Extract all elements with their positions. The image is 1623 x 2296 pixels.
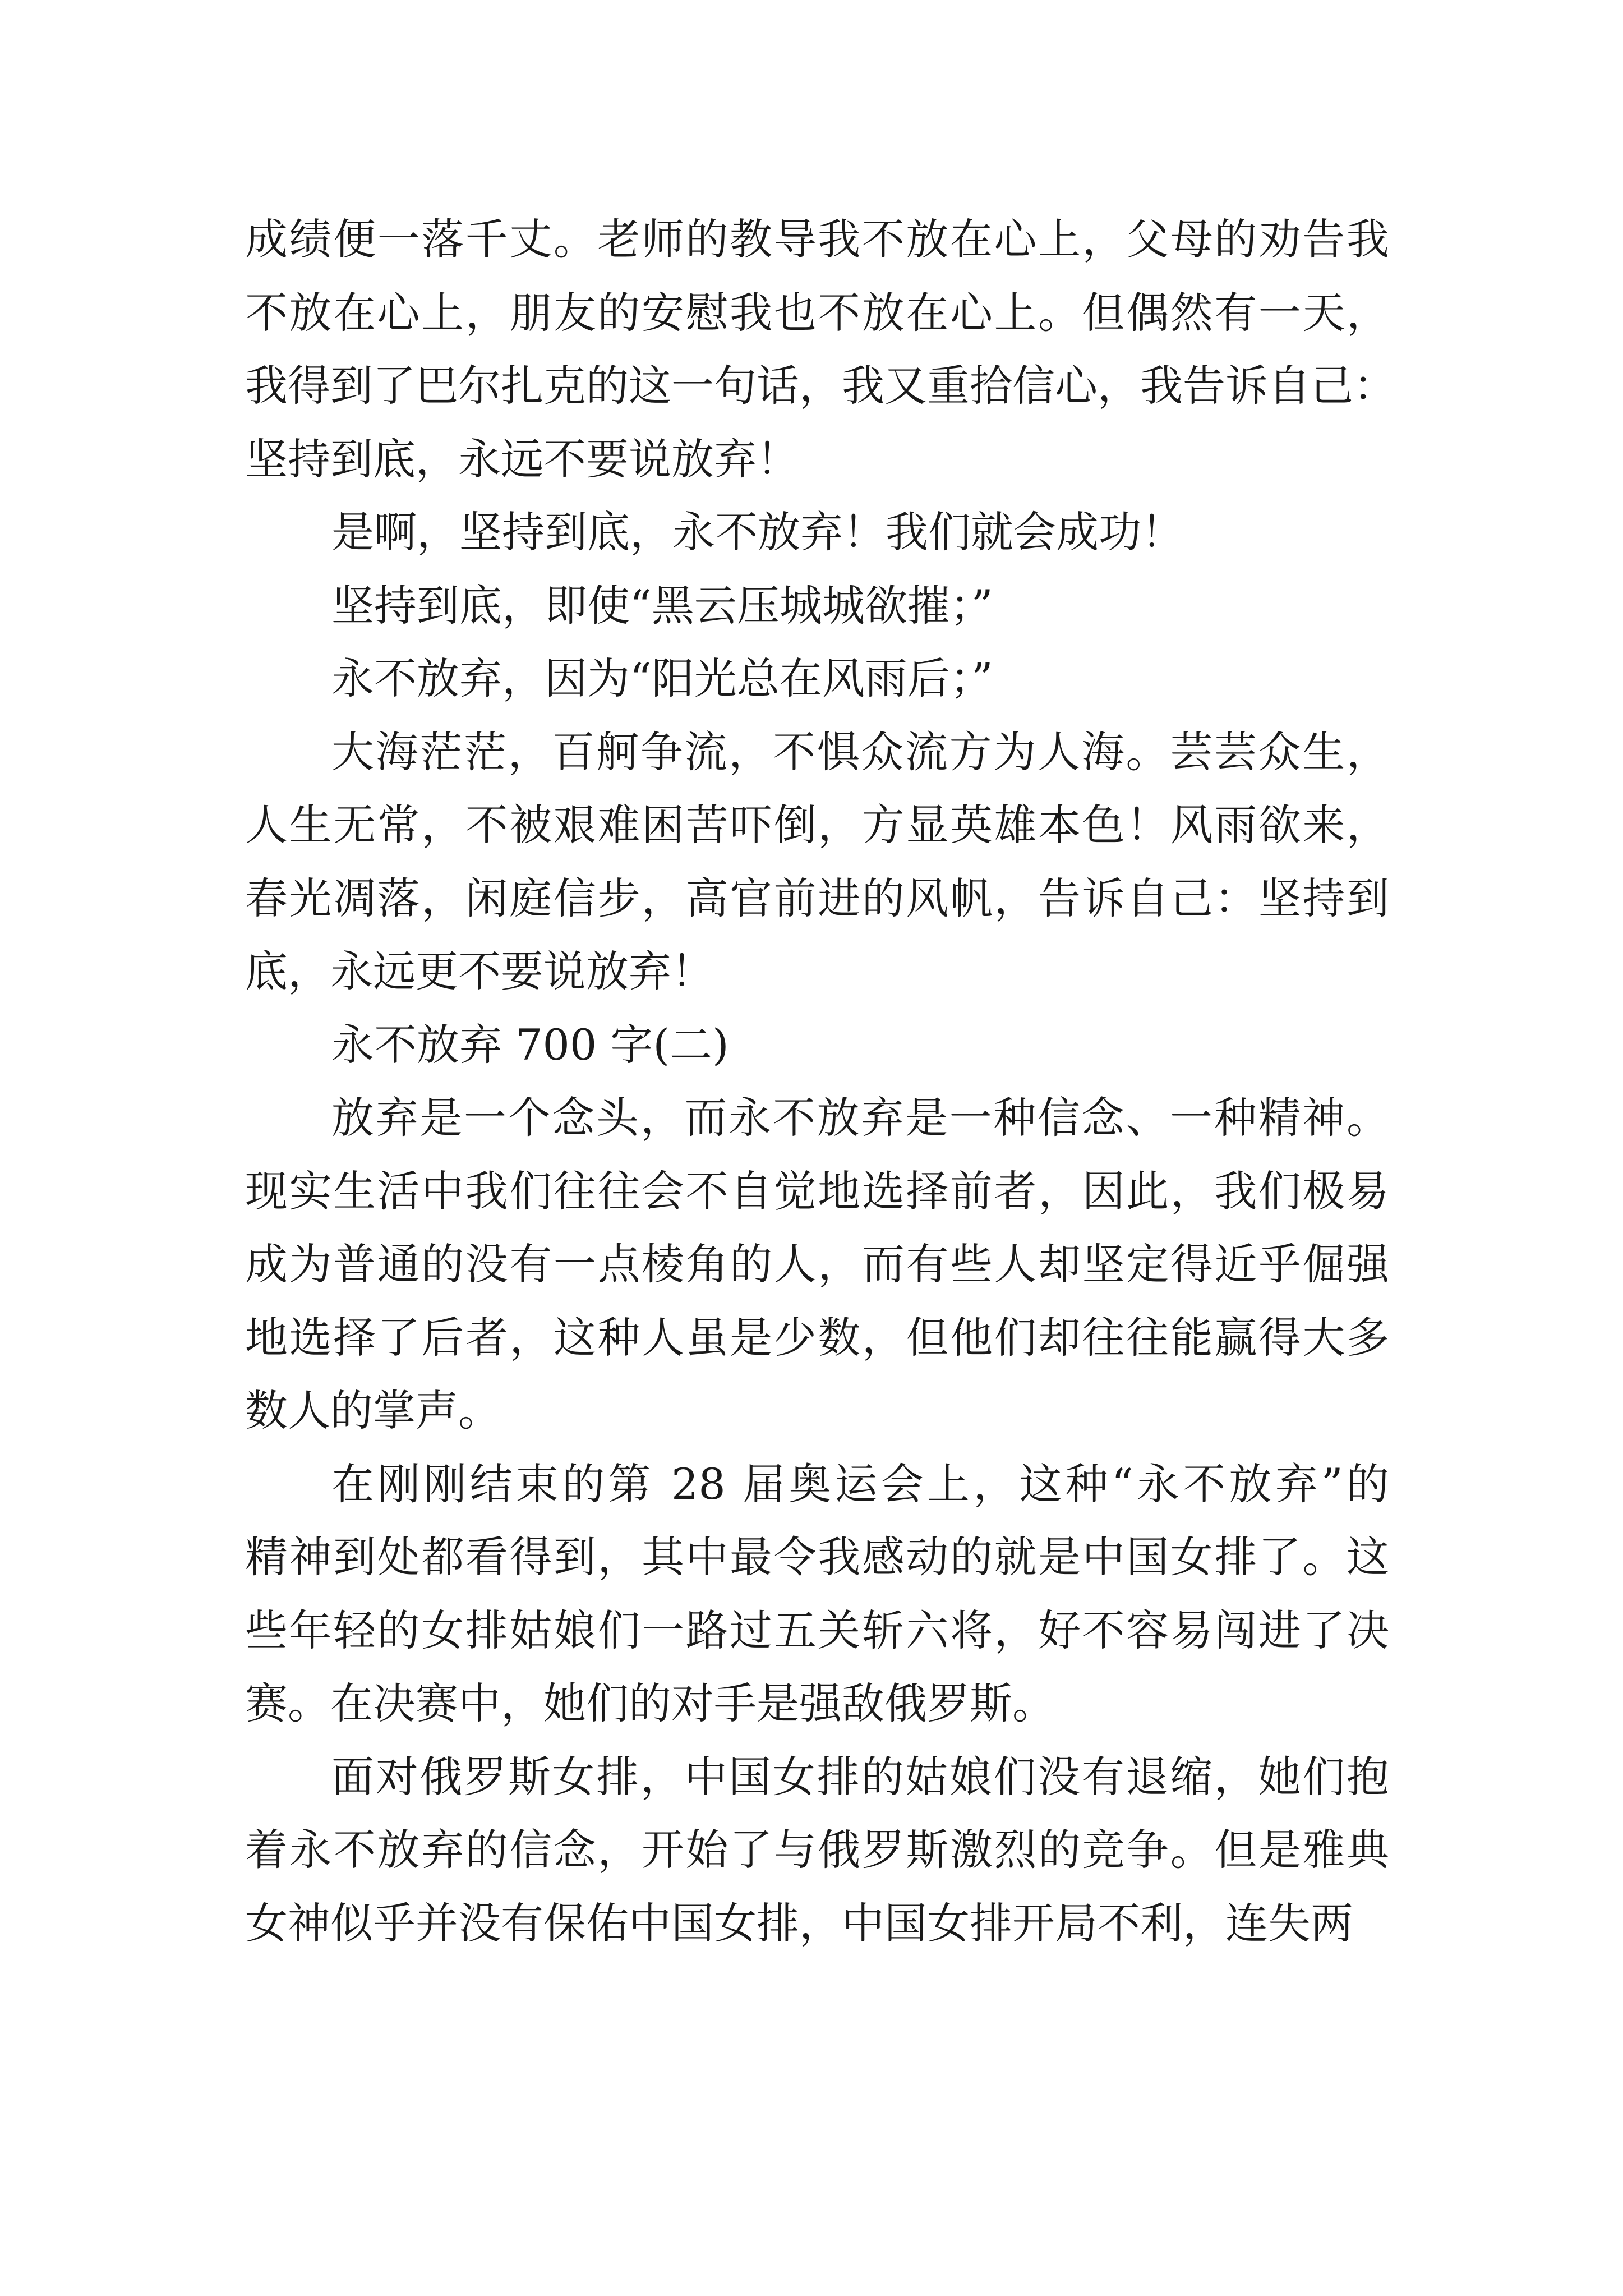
- text-line: 是啊，坚持到底，永不放弃！我们就会成功！: [331, 507, 1184, 557]
- paragraph-p8: [245, 1448, 1389, 1741]
- text-line: 大海茫茫，百舸争流，不惧众流方为人海。芸芸众生，: [331, 726, 1389, 777]
- text-line: 底，永远更不要说放弃！: [245, 946, 714, 996]
- text-line: 在刚刚结束的第 28 届奥运会上，这种“永不放弃”的: [331, 1458, 1389, 1509]
- text-line: 不放在心上，朋友的安慰我也不放在心上。但偶然有一天，: [245, 287, 1389, 338]
- text-line: 放弃是一个念头，而永不放弃是一种信念、一种精神。: [331, 1093, 1389, 1143]
- text-line: 永不放弃 700 字(二): [331, 1019, 729, 1070]
- text-line: 赛。在决赛中，她们的对手是强敌俄罗斯。: [245, 1678, 1055, 1728]
- text-line: 永不放弃，因为“阳光总在风雨后；”: [331, 654, 993, 703]
- paragraph-p1: [245, 203, 1396, 496]
- text-line: 数人的掌声。: [245, 1386, 501, 1435]
- text-line: 女神似乎并没有保佑中国女排，中国女排开局不利，连失两: [245, 1898, 1353, 1948]
- text-line: 现实生活中我们往往会不自觉地选择前者，因此，我们极易: [245, 1166, 1389, 1216]
- text-line: 成为普通的没有一点棱角的人，而有些人却坚定得近乎倔强: [245, 1239, 1389, 1289]
- text-line: 精神到处都看得到，其中最令我感动的就是中国女排了。这: [245, 1532, 1389, 1582]
- text-line: 面对俄罗斯女排，中国女排的姑娘们没有退缩，她们抱: [331, 1751, 1389, 1802]
- paragraph-p2: [245, 496, 1389, 569]
- text-line: 些年轻的女排姑娘们一路过五关斩六将，好不容易闯进了决: [245, 1605, 1389, 1655]
- text-line: 人生无常，不被艰难困苦吓倒，方显英雄本色！风雨欲来，: [245, 800, 1389, 850]
- text-line: 坚持到底，即使“黑云压城城欲摧；”: [331, 580, 993, 631]
- document-body: [245, 203, 1396, 1960]
- text-line: 春光凋落，闲庭信步，高官前进的风帆，告诉自己：坚持到: [245, 873, 1389, 923]
- paragraph-p3: [245, 569, 1389, 643]
- text-line: 着永不放弃的信念，开始了与俄罗斯激烈的竞争。但是雅典: [245, 1825, 1389, 1875]
- paragraph-p6: [245, 1009, 1389, 1082]
- text-line: 我得到了巴尔扎克的这一句话，我又重拾信心，我告诉自己：: [245, 361, 1396, 411]
- paragraph-p5: [245, 716, 1389, 1009]
- text-line: 地选择了后者，这种人虽是少数，但他们却往往能赢得大多: [245, 1312, 1389, 1363]
- paragraph-p4: [245, 642, 1389, 716]
- text-line: 成绩便一落千丈。老师的教导我不放在心上，父母的劝告我: [245, 214, 1389, 264]
- paragraph-p9: [245, 1741, 1389, 1961]
- text-line: 坚持到底，永远不要说放弃！: [245, 434, 799, 484]
- paragraph-p7: [245, 1082, 1389, 1448]
